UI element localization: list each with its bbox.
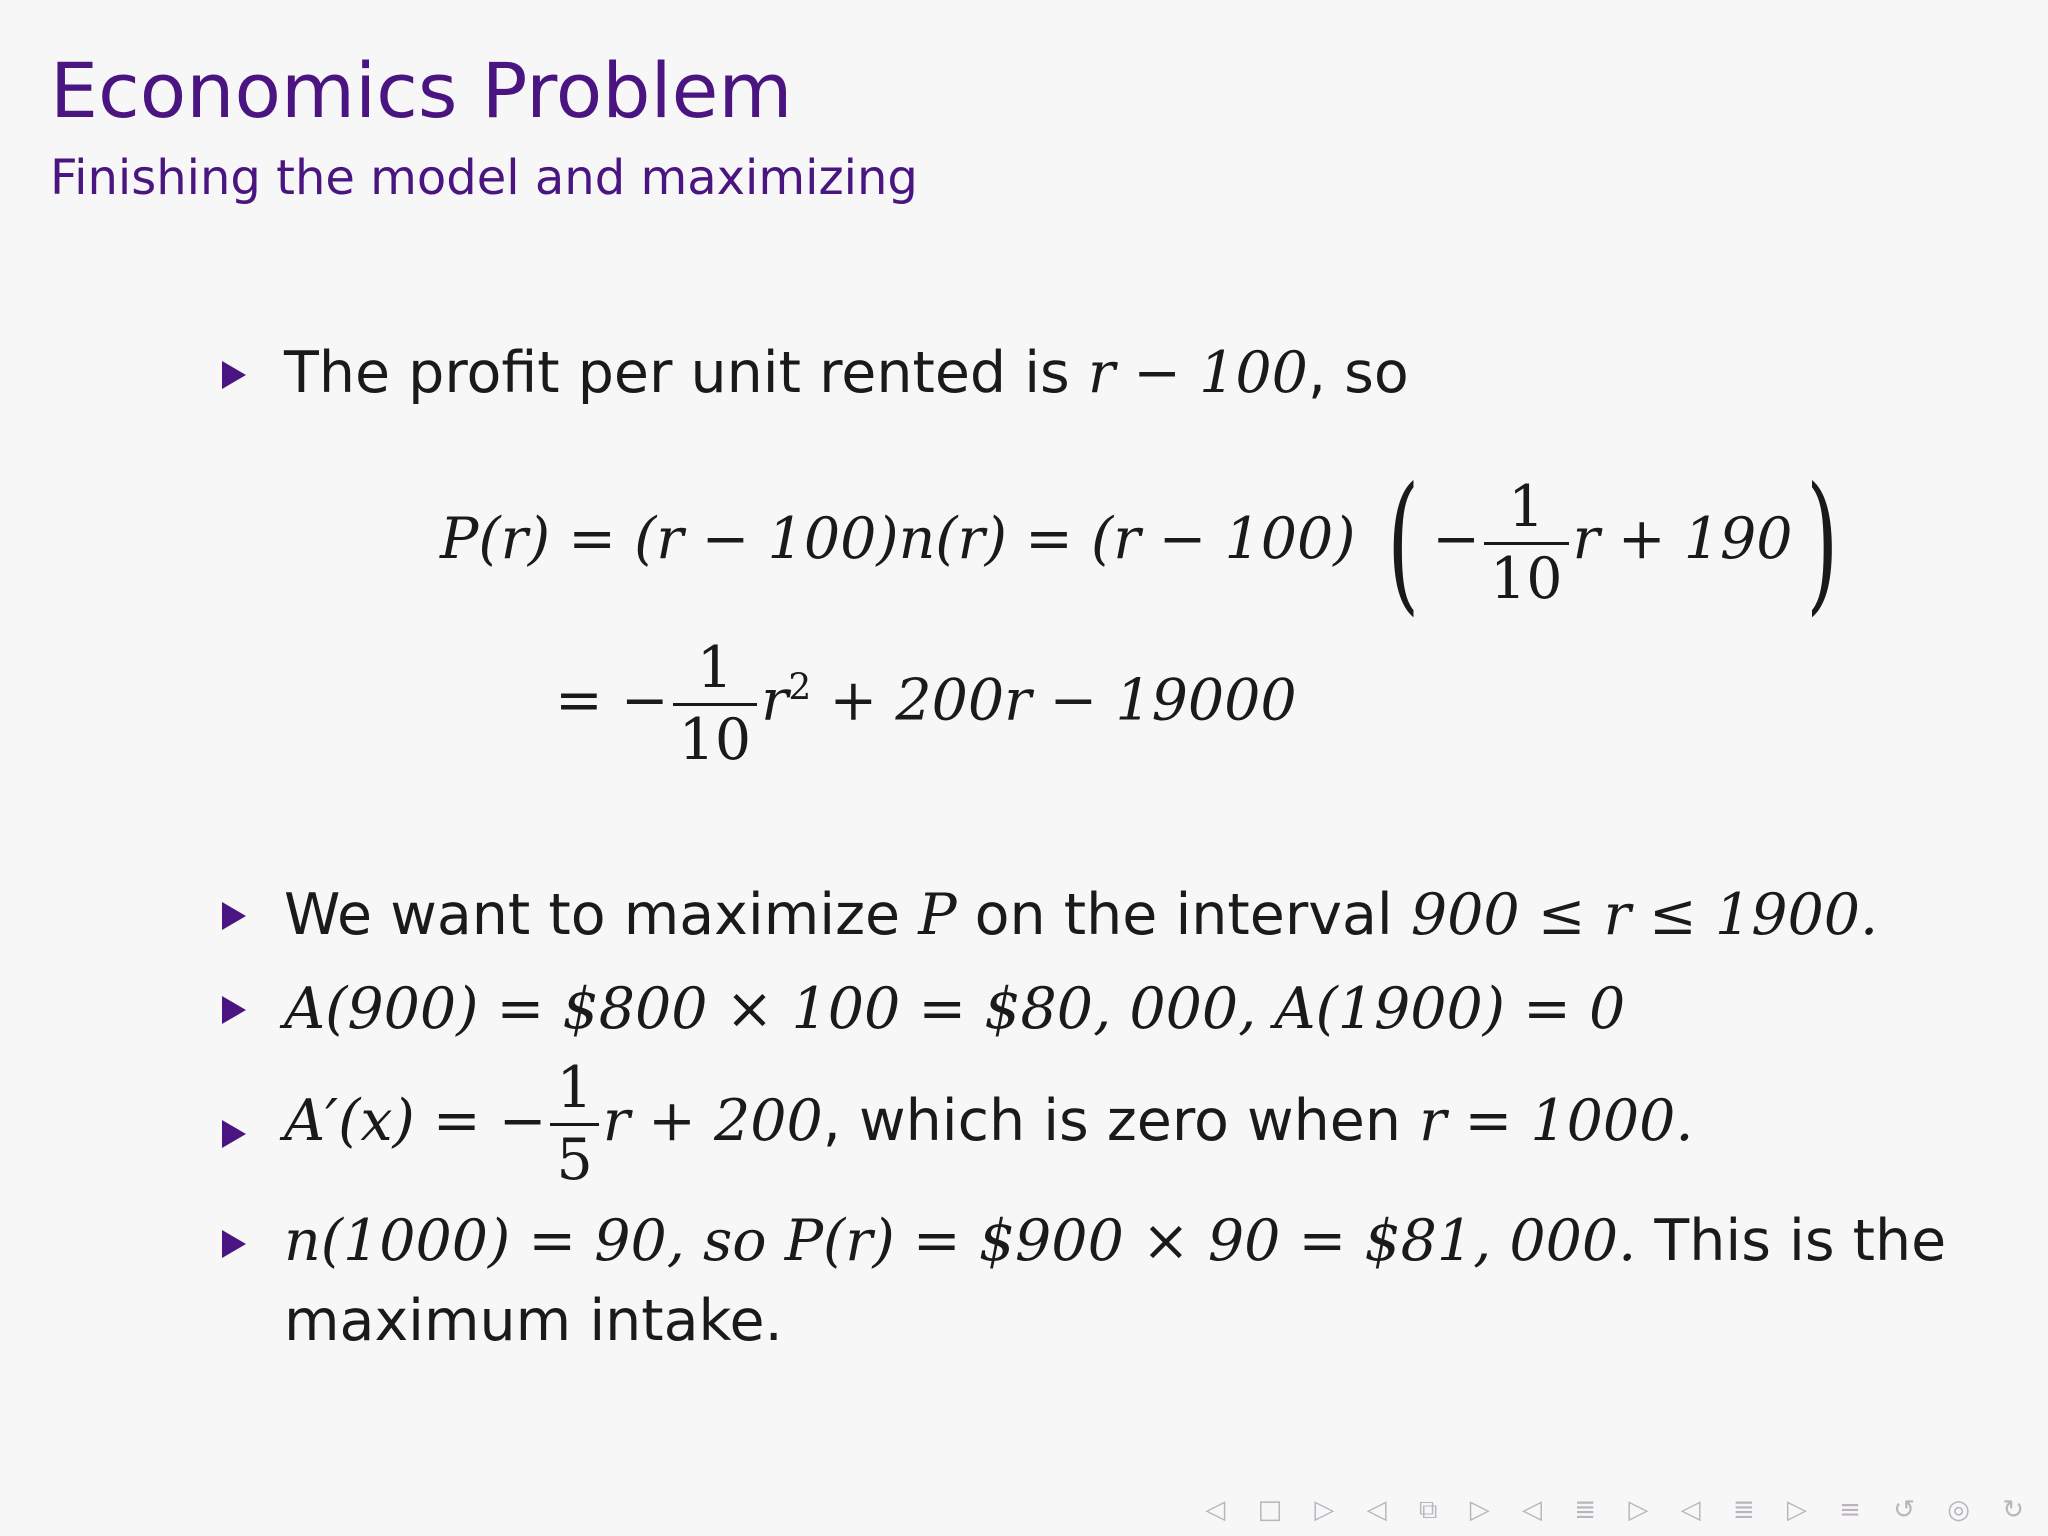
- fraction-numerator: 1: [556, 1055, 593, 1121]
- bullet-3: [284, 976, 1625, 1042]
- slide-title: Economics Problem: [50, 46, 793, 135]
- fraction: [1484, 473, 1569, 612]
- bullet-4-lead-expr: A′(x) = −: [284, 1088, 547, 1155]
- bullet-2-expr: 900 ≤ r ≤ 1900.: [1410, 882, 1879, 948]
- bullet-marker: [222, 1230, 246, 1258]
- bullet-marker: [222, 361, 246, 389]
- right-paren: ): [1805, 456, 1838, 630]
- bullet-2-mid: on the interval: [956, 882, 1411, 948]
- fraction-denominator: 10: [673, 703, 758, 769]
- bullet-1-lead: The profit per unit rented is: [284, 340, 1088, 406]
- bullet-4-end-expr: r = 1000.: [1419, 1088, 1694, 1155]
- left-paren: (: [1386, 456, 1420, 630]
- equation-line-1-left: P(r) = (r − 100)n(r) = (r − 100): [440, 506, 1356, 573]
- bullet-1-tail: , so: [1307, 340, 1409, 406]
- equation-line-2-r: r: [761, 667, 789, 734]
- bullet-1: [284, 340, 1409, 406]
- slide-subtitle: Finishing the model and maximizing: [50, 150, 918, 206]
- bullet-marker: [222, 1120, 246, 1148]
- bullet-5-expr: n(1000) = 90, so P(r) = $900 × 90 = $81, 000.: [284, 1208, 1637, 1274]
- bullet-2: [284, 882, 1878, 948]
- bullet-2-var: P: [918, 882, 957, 948]
- fraction-denominator: 5: [550, 1123, 598, 1189]
- equation-line-1-after: r + 190: [1572, 506, 1793, 573]
- bullet-3-expr: A(900) = $800 × 100 = $80, 000, A(1900) = 0: [284, 976, 1626, 1042]
- fraction-numerator: 1: [1508, 473, 1545, 540]
- bullet-marker: [222, 902, 246, 930]
- equation-line-1: P(r) = (r − 100)n(r) = (r − 100) ( − $\frac{1}{10}$ r + 190): [440, 456, 1838, 630]
- fraction-denominator: 10: [1484, 542, 1569, 608]
- fraction-numerator: 1: [696, 635, 734, 701]
- bullet-1-expr: r − 100: [1087, 340, 1308, 406]
- equation-line-2: [555, 635, 1297, 773]
- bullet-2-lead: We want to maximize: [284, 882, 919, 948]
- bullet-5: [284, 1208, 1946, 1274]
- equation-line-2-eq: = −: [555, 667, 669, 734]
- fraction: [550, 1055, 598, 1193]
- equation-line-2-after: + 200r − 19000: [811, 667, 1297, 734]
- exponent: 2: [788, 667, 812, 709]
- bullet-5-tail: This is the: [1636, 1208, 1947, 1274]
- bullet-marker: [222, 996, 246, 1024]
- bullet-4-after: r + 200: [602, 1088, 823, 1155]
- slide-navigation-controls[interactable]: ◁ □ ▷ ◁ ⧉ ▷ ◁ ≣ ▷ ◁ ≣ ▷ ≡ ↺ ◎ ↻: [1205, 1495, 2036, 1525]
- bullet-4-tail: , which is zero when: [822, 1088, 1420, 1155]
- bullet-5-continuation: maximum intake.: [284, 1288, 783, 1354]
- bullet-4: [284, 1055, 1694, 1193]
- fraction: [673, 635, 758, 773]
